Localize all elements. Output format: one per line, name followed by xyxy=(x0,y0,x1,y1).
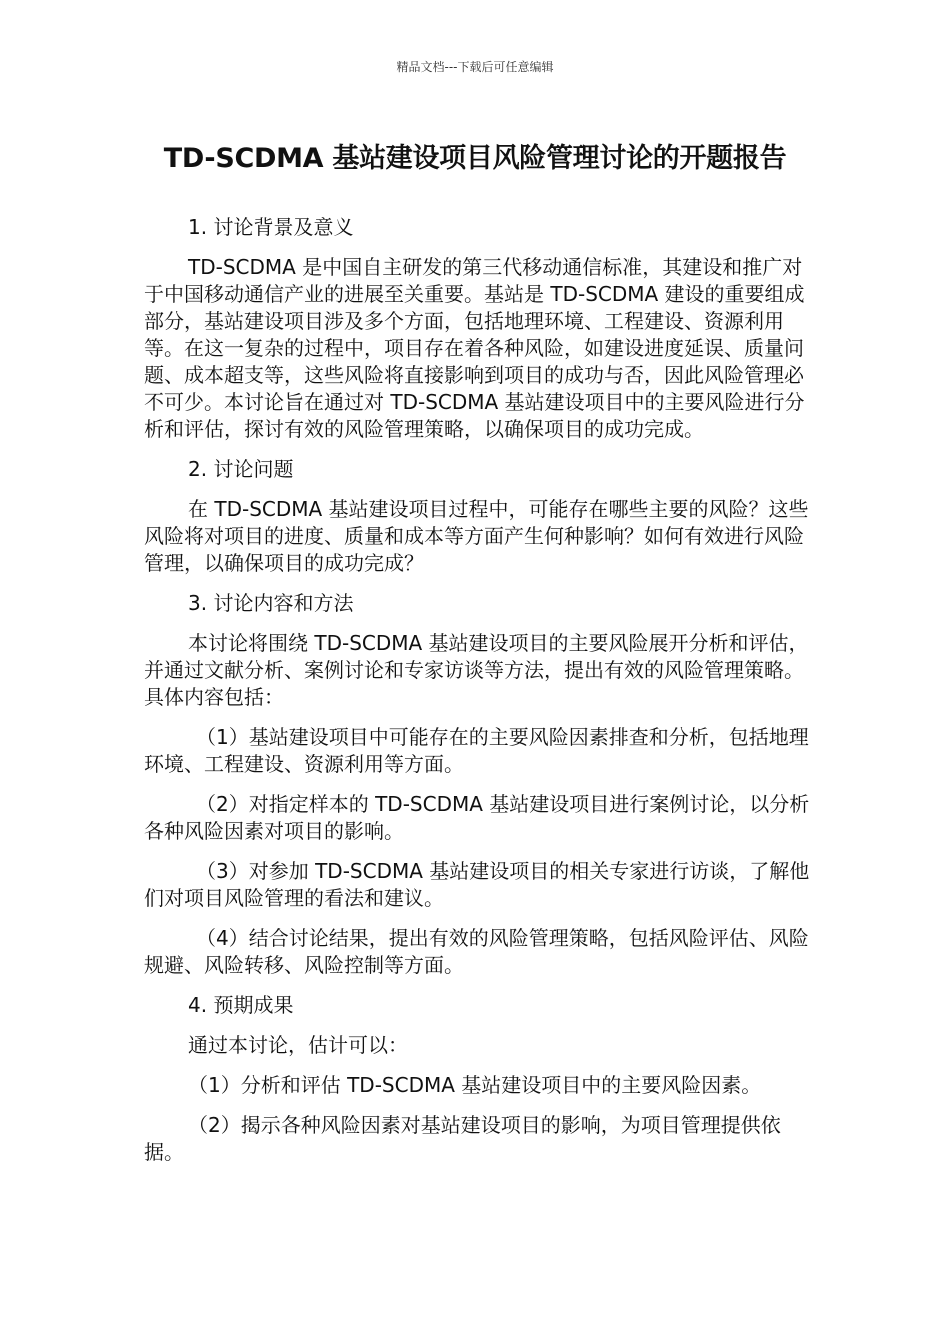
body-paragraph: 在 TD-SCDMA 基站建设项目过程中，可能存在哪些主要的风险？这些风险将对项目的进度、质量和成本等方面产生何种影响？如何有效进行风险管理，以确保项目的成功完成？ xyxy=(144,497,809,575)
list-item: （3）对参加 TD-SCDMA 基站建设项目的相关专家进行访谈，了解他们对项目风险管理的看法和建议。 xyxy=(144,859,810,910)
header-note: 精品文档---下载后可任意编辑 xyxy=(396,60,554,74)
document-body xyxy=(144,214,810,1179)
section-heading: 3. 讨论内容和方法 xyxy=(188,591,354,615)
section-heading: 4. 预期成果 xyxy=(188,993,294,1017)
body-paragraph: TD-SCDMA 是中国自主研发的第三代移动通信标准，其建设和推广对于中国移动通信产业的进展至关重要。基站是 TD-SCDMA 建设的重要组成部分，基站建设项目涉及多个方面，包括地理环境、工程建设、资源利用等。在这一复杂的过程中，项目存在着各种风险，如建设进度延误、质量问题、成本超支等，这些风险将直接影响到项目的成功与否，因此风险管理必不可少。本讨论旨在通过对 TD-SCDMA 基站建设项目中的主要风险进行分析和评估，探讨有效的风险管理策略，以确保项目的成功完成。 xyxy=(144,255,805,441)
list-item: （2）对指定样本的 TD-SCDMA 基站建设项目进行案例讨论，以分析各种风险因素对项目的影响。 xyxy=(144,792,810,843)
list-item: （1）基站建设项目中可能存在的主要风险因素排查和分析，包括地理环境、工程建设、资源利用等方面。 xyxy=(144,725,809,776)
section-heading: 2. 讨论问题 xyxy=(188,457,294,481)
section-heading: 1. 讨论背景及意义 xyxy=(188,215,354,239)
list-item: （4）结合讨论结果，提出有效的风险管理策略，包括风险评估、风险规避、风险转移、风险控制等方面。 xyxy=(144,926,809,977)
list-item: （1）分析和评估 TD-SCDMA 基站建设项目中的主要风险因素。 xyxy=(188,1073,762,1097)
document-title: TD-SCDMA 基站建设项目风险管理讨论的开题报告 xyxy=(163,143,787,174)
body-paragraph: 本讨论将围绕 TD-SCDMA 基站建设项目的主要风险展开分析和评估，并通过文献分析、案例讨论和专家访谈等方法，提出有效的风险管理策略。具体内容包括： xyxy=(144,631,809,709)
body-paragraph: 通过本讨论，估计可以： xyxy=(188,1033,408,1057)
list-item: （2）揭示各种风险因素对基站建设项目的影响，为项目管理提供依据。 xyxy=(144,1113,781,1164)
